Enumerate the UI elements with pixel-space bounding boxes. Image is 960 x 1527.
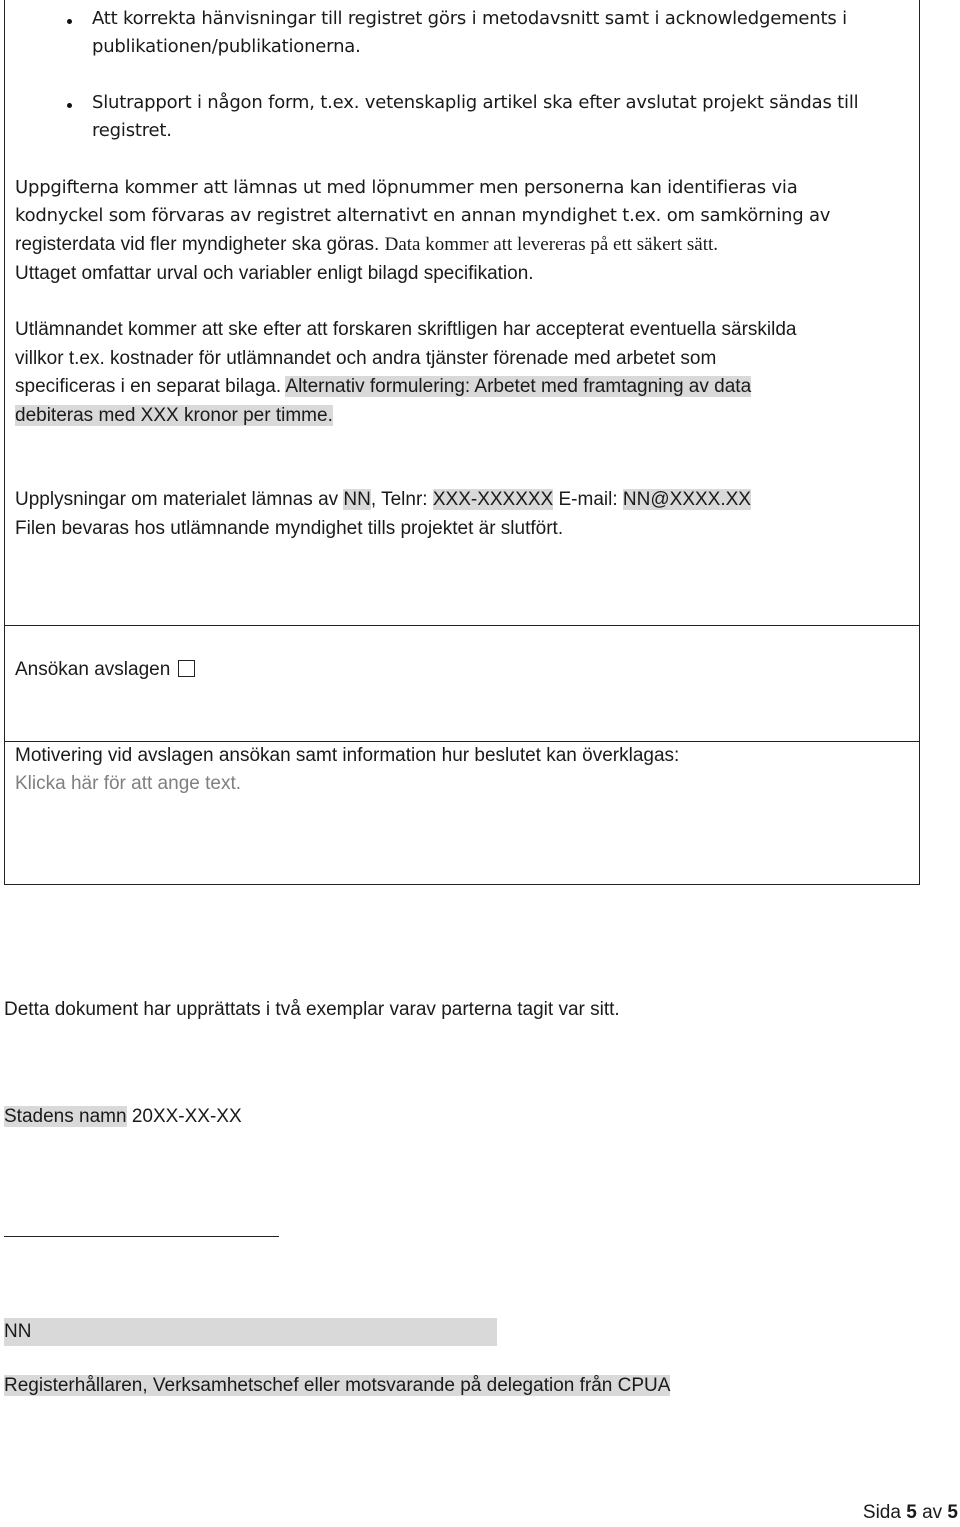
motivation-input[interactable]: Klicka här för att ange text.: [15, 773, 242, 794]
signature-line: [4, 1236, 279, 1237]
para1-line-3a: registerdata vid fler myndigheter ska göras.: [15, 234, 380, 255]
rejected-checkbox[interactable]: [178, 660, 195, 677]
para1-line-4: Uttaget omfattar urval och variabler enligt bilagd specifikation.: [15, 263, 534, 284]
email-field[interactable]: NN@XXXX.XX: [622, 489, 751, 510]
para1-line-2: kodnyckel som förvaras av registret alternativt en annan myndighet t.ex. om samkörning av: [15, 205, 831, 226]
signer-name-field[interactable]: NN: [4, 1321, 32, 1342]
para2-line-2: villkor t.ex. kostnader för utlämnandet och andra tjänster förenade med arbetet som: [15, 348, 717, 369]
alternative-wording-field-cont[interactable]: debiteras med XXX kronor per timme.: [15, 405, 333, 426]
signer-title-field[interactable]: Registerhållaren, Verksamhetschef eller motsvarande på delegation från CPUA: [4, 1375, 671, 1396]
motivation-label: Motivering vid avslagen ansökan samt information hur beslutet kan överklagas:: [15, 745, 680, 766]
city-field[interactable]: Stadens namn: [4, 1106, 127, 1127]
contact-prefix: Upplysningar om materialet lämnas av: [15, 489, 344, 510]
bullet-icon: [67, 19, 72, 24]
para2-line-1: Utlämnandet kommer att ske efter att forskaren skriftligen har accepterat eventuella särskilda: [15, 319, 797, 340]
para1-line-3b: Data kommer att levereras på ett säkert sätt.: [384, 234, 719, 255]
city-date-line: [4, 1103, 242, 1131]
bullet-2-line-1: Slutrapport i någon form, t.ex. vetenskaplig artikel ska efter avslutat projekt sändas till: [92, 92, 859, 113]
bullet-icon: [67, 103, 72, 108]
bullet-1-line-2: publikationen/publikationerna.: [92, 36, 361, 57]
para2-line-3: [15, 373, 751, 401]
rejection-line: [15, 656, 195, 684]
telnr-label: , Telnr:: [370, 489, 433, 510]
page-prefix: Sida: [862, 1502, 907, 1523]
contact-line: [15, 486, 751, 514]
signer-name-field-bg: [4, 1318, 497, 1346]
date-field[interactable]: 20XX-XX-XX: [131, 1106, 242, 1127]
email-label: E-mail:: [553, 489, 623, 510]
rejected-label: Ansökan avslagen: [15, 659, 171, 680]
para2-line-3a: specificeras i en separat bilaga.: [15, 376, 282, 397]
page-total: 5: [947, 1502, 958, 1523]
page-current: 5: [906, 1502, 917, 1523]
bullet-1-line-1: Att korrekta hänvisningar till registret görs i metodavsnitt samt i acknowledgements i: [92, 8, 847, 29]
alternative-wording-field[interactable]: Alternativ formulering: Arbetet med framtagning av data: [285, 376, 752, 397]
bullet-2-line-2: registret.: [92, 120, 172, 141]
telnr-field[interactable]: XXX-XXXXXX: [432, 489, 554, 510]
para2-line-4: [15, 402, 333, 430]
contact-name-field[interactable]: NN: [343, 489, 371, 510]
para1-line-1: Uppgifterna kommer att lämnas ut med löpnummer men personerna kan identifieras via: [15, 177, 798, 198]
para1-line-3: [15, 231, 718, 259]
signer-title: [4, 1372, 670, 1400]
document-statement: Detta dokument har upprättats i två exemplar varav parterna tagit var sitt.: [4, 999, 620, 1020]
page-of: av: [916, 1502, 948, 1523]
storage-line: Filen bevaras hos utlämnande myndighet tills projektet är slutfört.: [15, 518, 564, 539]
